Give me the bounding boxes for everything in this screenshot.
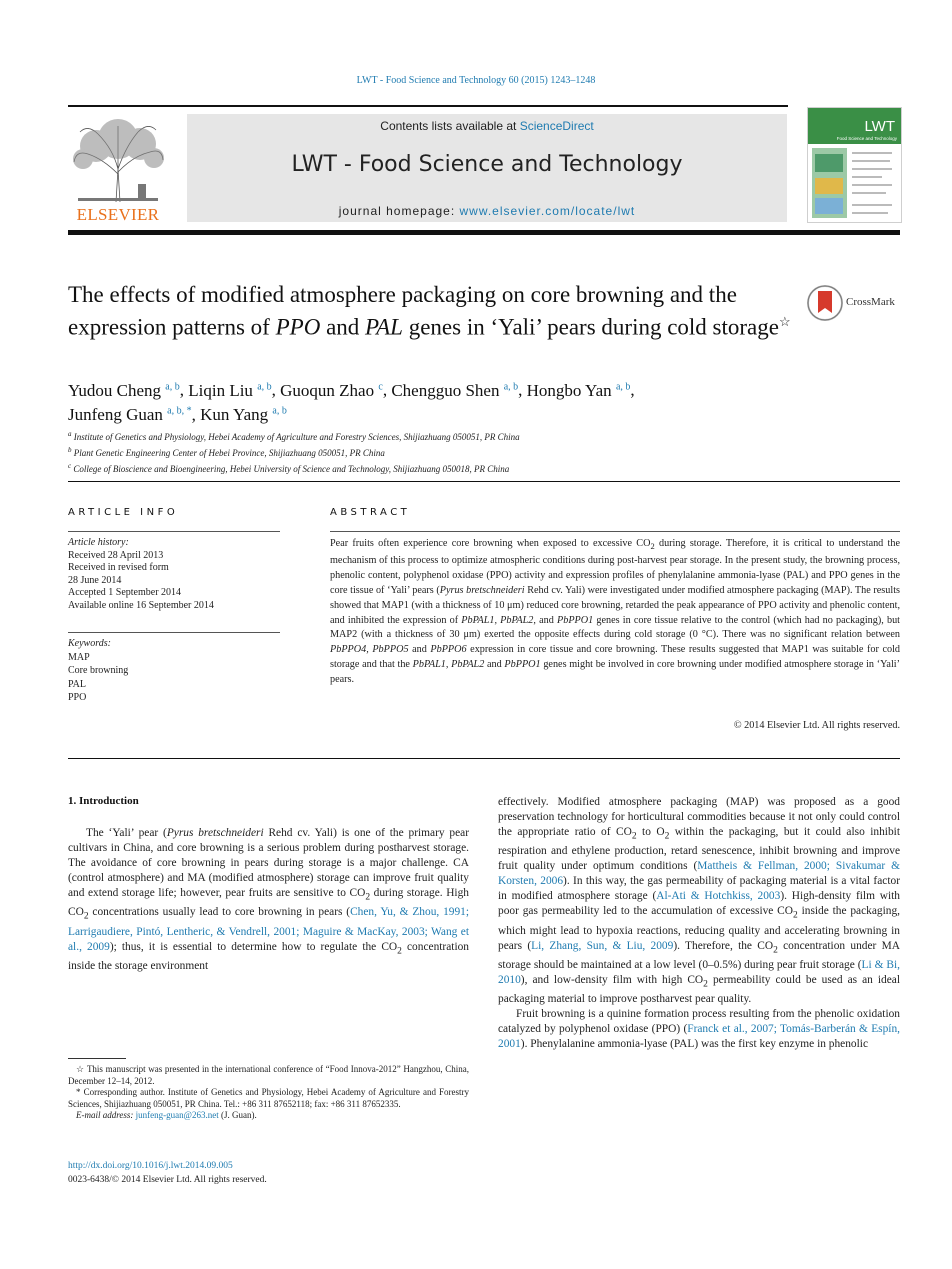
elsevier-wordmark: ELSEVIER: [76, 205, 160, 224]
email-link[interactable]: junfeng-guan@263.net: [135, 1110, 219, 1120]
footnote-rule: [68, 1058, 126, 1059]
keyword: Core browning: [68, 665, 129, 676]
abstract-rule: [330, 531, 900, 532]
title-footnote-star[interactable]: ☆: [778, 314, 791, 329]
article-history: [68, 537, 280, 612]
introduction-heading: 1. Introduction: [68, 795, 139, 807]
citation-link[interactable]: Chen, Yu, & Zhou, 1991; Larrigaudiere, Pintó, Lentheric, & Vendrell, 2001; Maguire & MacKay, 2003; Wang et al., 2009: [68, 906, 470, 953]
keywords-rule: [68, 632, 280, 633]
history-item: Received in revised form: [68, 562, 169, 573]
title-part-1: The effects of modified atmosphere packaging on core browning and the expression patterns of: [68, 282, 737, 340]
keyword: MAP: [68, 651, 90, 663]
citation-link[interactable]: Mattheis & Fellman, 2000; Sivakumar & Korsten, 2006: [498, 860, 901, 888]
footnote-email: E-mail address: junfeng-guan@263.net (J. Guan).: [76, 1110, 257, 1120]
article-info-rule: [68, 531, 280, 532]
copyright-notice: © 2014 Elsevier Ltd. All rights reserved.: [733, 720, 900, 731]
paragraph: Fruit browning is a quinine formation process resulting from the phenolic oxidation catalyzed by polyphenol oxidase (PPO) (Franck et al., 2007; Tomás-Barberán & Espín, 2001). Phenylalanine ammonia-lyase (PAL) was the first key enzyme in phenolic: [498, 1008, 900, 1051]
title-gene-pal: PAL: [365, 314, 403, 340]
cover-header: [808, 108, 901, 144]
body-column-right: [498, 795, 900, 1052]
paragraph: The ‘Yali’ pear (Pyrus bretschneideri Rehd cv. Yali) is one of the primary pear cultivars in China, and core browning is a serious problem during postharvest storage. The avoidance of core browning in pears during storage is a major challenge. CA (control atmosphere) and MA (modified atmosphere) storage can improve fruit quality and extend storage life; however, pear fruits are sensitive to $CO_2$ during storage. High $CO_2$ concentrations usually lead to core browning in pears (Chen, Yu, & Zhou, 1991; Larrigaudiere, Pintó, Lentheric, & Vendrell, 2001; Maguire & MacKay, 2003; Wang et al., 2009); thus, it is essential to determine how to regulate the $CO_2$ concentration inside the storage environment: [68, 827, 470, 972]
elsevier-tree-icon: [68, 114, 168, 204]
keyword: PPO: [68, 692, 87, 703]
keyword: PAL: [68, 678, 86, 690]
crossmark-icon: [806, 284, 844, 322]
journal-cover-thumbnail[interactable]: [807, 107, 902, 223]
keywords-label: Keywords:: [68, 638, 111, 649]
citation-link[interactable]: Li & Bi, 2010: [498, 958, 900, 986]
history-item: Accepted 1 September 2014: [68, 587, 182, 598]
author[interactable]: Chengguo Shen $^{a, b}$: [391, 380, 519, 400]
author[interactable]: Hongbo Yan $^{a, b}$: [526, 380, 631, 400]
citation-link[interactable]: Al-Ati & Hotchkiss, 2003: [656, 890, 781, 903]
history-item: Available online 16 September 2014: [68, 599, 214, 611]
title-gene-ppo: PPO: [275, 314, 321, 340]
crossmark-label: CrossMark: [846, 296, 895, 308]
keywords: [68, 637, 280, 705]
footnotes: [68, 1064, 469, 1122]
article-info-heading: ARTICLE INFO: [68, 507, 179, 518]
affiliations: [68, 428, 888, 476]
footnote-corresponding: * Corresponding author. Institute of Genetics and Physiology, Hebei Academy of Agriculture and Forestry Sciences, Shijiazhuang 050051, PR China. Tel.: +86 311 87652118; fax: +86 311 87652335.: [68, 1087, 470, 1109]
author[interactable]: Yudou Cheng $^{a, b}$: [68, 380, 180, 400]
contents-prefix: Contents lists available at: [380, 119, 520, 133]
issn-line: 0023-6438/© 2014 Elsevier Ltd. All rights reserved.: [68, 1175, 267, 1185]
body-rule: [68, 758, 900, 759]
cover-art-icon: [812, 148, 897, 218]
title-part-and: and: [320, 314, 366, 340]
header-thick-rule: [68, 230, 900, 235]
footnote-star: ☆ This manuscript was presented in the international conference of “Food Innova-2012” Hangzhou, China, December 12–14, 2012.: [68, 1064, 469, 1086]
elsevier-logo[interactable]: [68, 114, 168, 222]
author[interactable]: Kun Yang $^{a, b}$: [200, 405, 287, 425]
citation-link[interactable]: Franck et al., 2007; Tomás-Barberán & Espín, 2001: [498, 1023, 900, 1051]
history-item: Received 28 April 2013: [68, 549, 164, 561]
journal-citation[interactable]: LWT - Food Science and Technology 60 (2015) 1243–1248: [356, 75, 596, 86]
homepage-line: [187, 204, 787, 218]
cover-title: LWT: [864, 118, 895, 135]
history-item: 28 June 2014: [68, 574, 122, 586]
journal-banner: [187, 114, 787, 222]
citation-link[interactable]: Li, Zhang, Sun, & Liu, 2009: [531, 939, 674, 952]
section-rule: [68, 481, 900, 482]
crossmark-badge[interactable]: [806, 284, 900, 322]
header-rule: [68, 105, 788, 107]
affiliation: $^b$ Plant Genetic Engineering Center of Hebei Province, Shijiazhuang 050051, PR China: [68, 446, 385, 458]
author-list: Yudou Cheng $^{a, b}$, Liqin Liu $^{a, b}$, Guoqun Zhao $^c$, Chengguo Shen $^{a, b}$, Hongbo Yan $^{a, b}$, Junfeng Guan $^{a, b, *}$, Kun Yang $^{a, b}$: [68, 380, 635, 425]
history-label: Article history:: [68, 537, 129, 548]
abstract-heading: ABSTRACT: [330, 507, 411, 518]
doi-link[interactable]: http://dx.doi.org/10.1016/j.lwt.2014.09.005: [68, 1161, 233, 1171]
homepage-prefix: journal homepage:: [338, 204, 460, 218]
journal-title: LWT - Food Science and Technology: [291, 152, 683, 177]
sciencedirect-link[interactable]: ScienceDirect: [519, 119, 594, 133]
author[interactable]: Liqin Liu $^{a, b}$: [188, 380, 272, 400]
article-title: [68, 281, 798, 341]
affiliation: $^c$ College of Bioscience and Bioengineering, Hebei University of Science and Technology, Shijiazhuang 050018, PR China: [68, 462, 510, 474]
homepage-link[interactable]: www.elsevier.com/locate/lwt: [459, 204, 636, 218]
paragraph: effectively. Modified atmosphere packaging (MAP) was proposed as a good preservation technology for horticultural commodities because it not only could control the appropriate ratio of $CO_2$ to $O_2$ within the packaging, but it could also inhibit respiration and ethylene production, retard senescence, inhibit browning and improve fruit quality under optimum conditions (Mattheis & Fellman, 2000; Sivakumar & Korsten, 2006). In this way, the gas permeability of packaging material is a vital factor in modified atmosphere storage (Al-Ati & Hotchkiss, 2003). High-density film with poor gas permeability led to the accumulation of excessive $CO_2$ inside the packaging, which might lead to hypoxia reactions, reducing quality and accelerating browning in pears (Li, Zhang, Sun, & Liu, 2009). Therefore, the $CO_2$ concentration under MA storage should be maintained at a low level (0–0.5%) during pear fruit storage (Li & Bi, 2010), and low-density film with high $CO_2$ permeability could be used as an ideal packaging material to improve postharvest pear quality.: [498, 796, 901, 1006]
body-column-left: [68, 826, 469, 974]
abstract-text: Pear fruits often experience core browning when exposed to excessive $CO_2$ during storage. Therefore, it is critical to understand the mechanism of this process to optimize atmospheric conditions during post-harvest pear storage. In the present study, the browning process, phenolic content, polyphenol oxidase (PPO) activity and expression profiles of phenylalanine ammonia-lyase (PAL) and PPO genes in the core tissue of ‘Yali’ pears (Pyrus bretschneideri Rehd cv. Yali) were investigated under modified atmosphere packaging (MAP). The results showed that MAP1 (with a thickness of 10 μm) reduced core browning, retarded the peak appearance of PPO activity and phenolic content, and inhibited the expression of PbPAL1, PbPAL2, and PbPPO1 genes in core tissue relative to the control (which had no packaging), but MAP2 (with a thickness of 30 μm) exerted the opposite effects during cold storage (0 °C). There was no significant relation between PbPPO4, PbPPO5 and PbPPO6 expression in core tissue and core browning. These results suggested that MAP1 was suitable for cold storage and that the PbPAL1, PbPAL2 and PbPPO1 genes might be involved in core browning under modified atmosphere storage in ‘Yali’ pears.: [330, 538, 900, 686]
title-part-2: genes in ‘Yali’ pears during cold storage: [402, 314, 779, 340]
author[interactable]: Junfeng Guan $^{a, b, *}$: [68, 405, 192, 425]
cover-subtitle: Food Science and Technology: [836, 136, 897, 141]
affiliation: $^a$ Institute of Genetics and Physiology, Hebei Academy of Agriculture and Forestry Sciences, Shijiazhuang 050051, PR China: [68, 430, 520, 442]
author[interactable]: Guoqun Zhao $^c$: [280, 380, 383, 400]
contents-line: [187, 119, 787, 133]
